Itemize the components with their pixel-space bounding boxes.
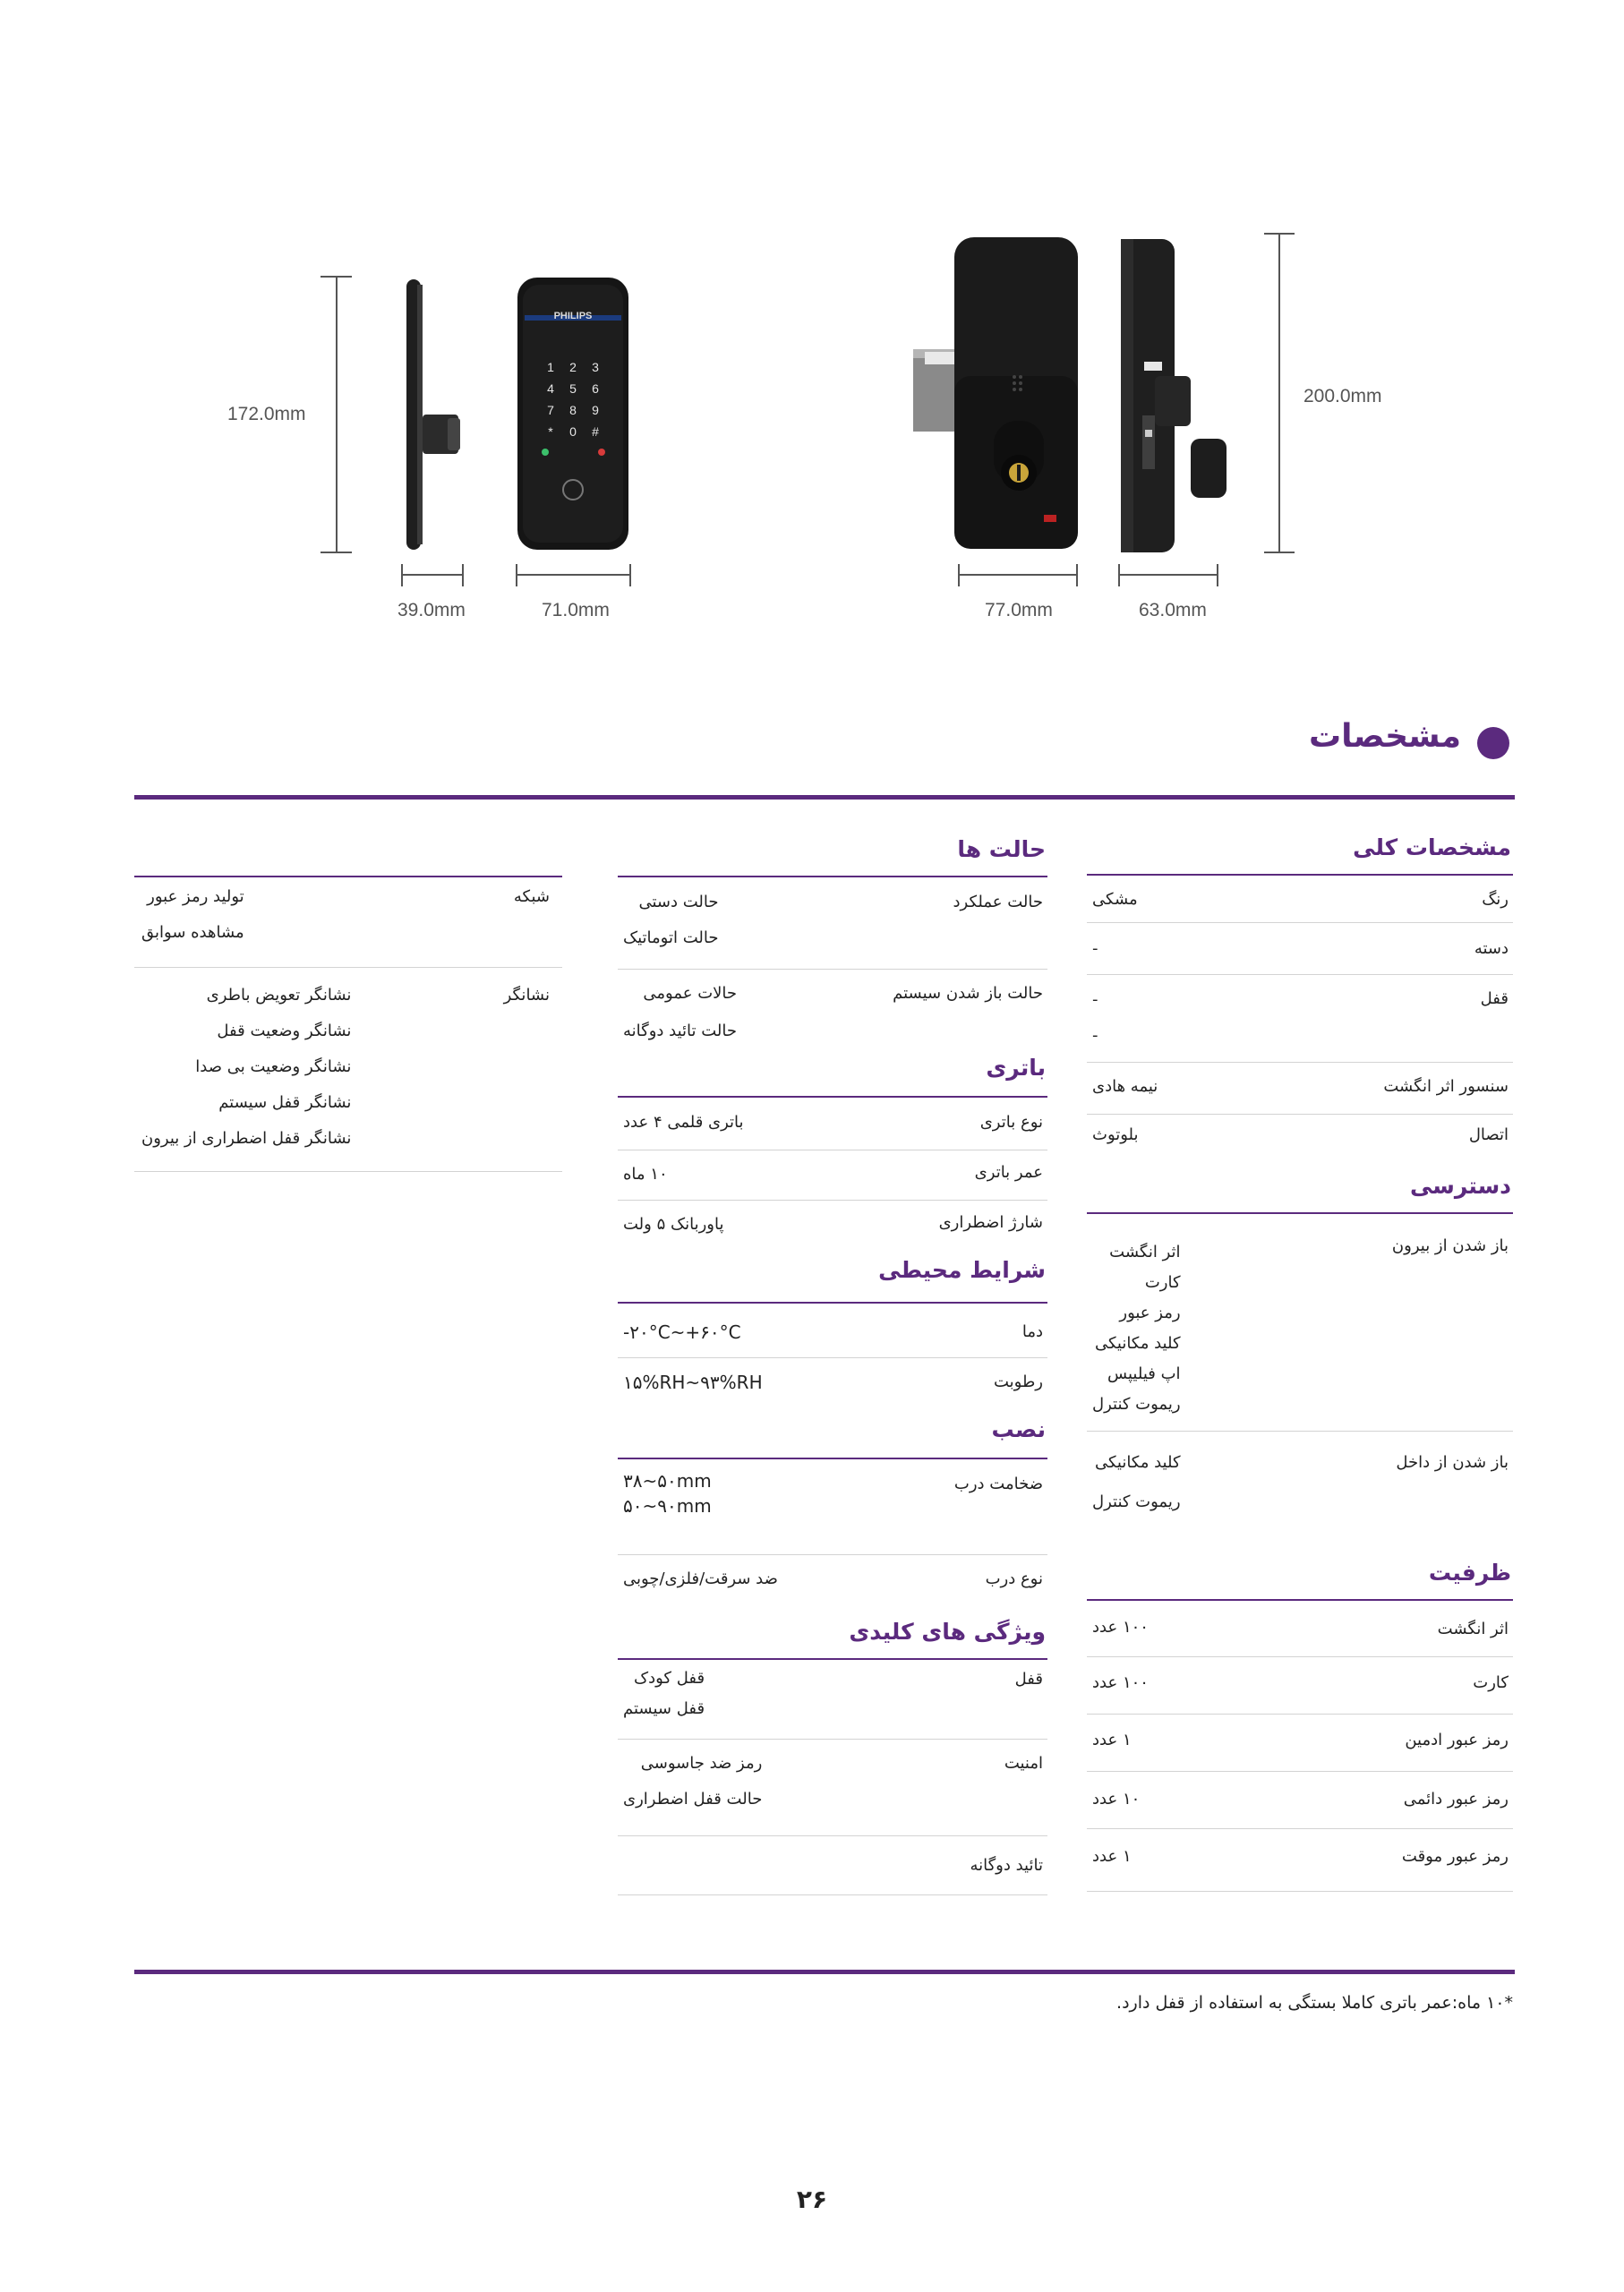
spec-label: ضخامت درب bbox=[953, 1475, 1043, 1493]
spec-row bbox=[618, 1835, 1047, 1895]
battery-rule bbox=[618, 1096, 1047, 1098]
dimension-height-left: 172.0mm bbox=[227, 404, 306, 424]
keypad-key: 1 bbox=[547, 360, 554, 374]
keypad-key: 8 bbox=[569, 403, 577, 417]
spec-label: نوع درب bbox=[985, 1569, 1043, 1588]
spec-label: عمر باتری bbox=[974, 1163, 1043, 1182]
spec-value: - bbox=[1092, 939, 1098, 958]
spec-value: ۱ عدد bbox=[1092, 1847, 1132, 1866]
keypad-key: 9 bbox=[592, 403, 599, 417]
spec-value: قفل کودک bbox=[633, 1669, 705, 1688]
dimension-depth-left: 39.0mm bbox=[397, 600, 466, 620]
capacity-title: ظرفیت bbox=[1428, 1560, 1511, 1586]
general-rule bbox=[1087, 874, 1513, 876]
spec-value: ریموت کنترل bbox=[1092, 1395, 1181, 1414]
spec-value: ۱۰۰ عدد bbox=[1092, 1618, 1149, 1637]
spec-value: ۵۰~۹۰mm bbox=[623, 1495, 712, 1517]
dimension-width-front: 71.0mm bbox=[542, 600, 610, 620]
spec-value: تولید رمز عبور bbox=[147, 887, 244, 906]
dimension-depth-right: 63.0mm bbox=[1139, 600, 1207, 620]
modes-title: حالت ها bbox=[957, 836, 1046, 862]
spec-row bbox=[1087, 1216, 1513, 1432]
spec-value: نشانگر قفل اضطراری از بیرون bbox=[141, 1129, 352, 1148]
lock-back-view bbox=[913, 237, 1078, 549]
product-drawings bbox=[0, 0, 1624, 645]
spec-label: دسته bbox=[1474, 939, 1509, 958]
spec-label: باز شدن از بیرون bbox=[1391, 1236, 1509, 1255]
network-rule bbox=[134, 876, 562, 877]
spec-label: باز شدن از داخل bbox=[1396, 1453, 1509, 1472]
spec-label: تائید دوگانه bbox=[970, 1856, 1043, 1875]
spec-value: کارت bbox=[1144, 1273, 1181, 1292]
spec-label: رمز عبور دائمی bbox=[1403, 1790, 1509, 1809]
access-title: دسترسی bbox=[1409, 1173, 1511, 1199]
keypad-key: 4 bbox=[547, 381, 554, 396]
device-brand-logo: PHILIPS bbox=[553, 311, 593, 321]
spec-value: ۱۰۰ عدد bbox=[1092, 1673, 1149, 1692]
spec-row bbox=[1087, 1771, 1513, 1829]
keypad-panel bbox=[517, 278, 628, 550]
lock-side-view-front bbox=[406, 279, 460, 550]
spec-row bbox=[1087, 1114, 1513, 1159]
dimension-width-back: 77.0mm bbox=[985, 600, 1053, 620]
spec-label: قفل bbox=[1480, 989, 1509, 1008]
spec-label: رمز عبور موقت bbox=[1401, 1847, 1509, 1866]
spec-label: حالت عملکرد bbox=[953, 893, 1043, 911]
spec-row bbox=[134, 967, 562, 1172]
spec-value: حالات عمومی bbox=[643, 984, 738, 1003]
features-title: ویژگی های کلیدی bbox=[849, 1619, 1046, 1645]
keypad-key: 6 bbox=[592, 381, 599, 396]
keypad-key: 5 bbox=[569, 381, 577, 396]
features-rule bbox=[618, 1658, 1047, 1660]
spec-value: کلید مکانیکی bbox=[1094, 1334, 1181, 1353]
spec-row bbox=[1087, 877, 1513, 923]
spec-value: -۲۰°C~+۶۰°C bbox=[623, 1321, 741, 1343]
page-title-bullet bbox=[1477, 727, 1509, 759]
install-title: نصب bbox=[991, 1416, 1046, 1442]
keypad-key: 3 bbox=[592, 360, 599, 374]
spec-value: ۱۰ عدد bbox=[1092, 1790, 1141, 1809]
general-title: مشخصات کلی bbox=[1353, 834, 1511, 860]
spec-value: نشانگر تعویض باطری bbox=[206, 986, 352, 1005]
spec-value: مشکی bbox=[1092, 890, 1138, 909]
spec-value: نیمه هادی bbox=[1092, 1077, 1158, 1096]
spec-row bbox=[618, 1099, 1047, 1150]
dimension-height-right: 200.0mm bbox=[1303, 386, 1382, 406]
spec-label: شارژ اضطراری bbox=[938, 1213, 1043, 1232]
spec-label: اتصال bbox=[1468, 1125, 1509, 1144]
spec-row bbox=[618, 1554, 1047, 1608]
page-number: ۲۶ bbox=[796, 2185, 828, 2214]
spec-row bbox=[618, 1150, 1047, 1201]
spec-label: نوع باتری bbox=[979, 1113, 1043, 1132]
page-title: مشخصات bbox=[1308, 718, 1461, 755]
environment-rule bbox=[618, 1302, 1047, 1304]
capacity-rule bbox=[1087, 1599, 1513, 1601]
spec-label: قفل bbox=[1014, 1670, 1043, 1689]
spec-label: رطوبت bbox=[993, 1373, 1043, 1391]
section-top-divider bbox=[134, 795, 1515, 800]
spec-value: رمز ضد جاسوسی bbox=[640, 1754, 763, 1773]
spec-value: باتری قلمی ۴ عدد bbox=[623, 1113, 744, 1132]
spec-value: ضد سرقت/فلزی/چوبی bbox=[623, 1569, 778, 1588]
spec-label: اثر انگشت bbox=[1437, 1620, 1509, 1638]
spec-row bbox=[1087, 1603, 1513, 1657]
battery-title: باتری bbox=[986, 1055, 1046, 1081]
install-rule bbox=[618, 1458, 1047, 1459]
spec-row bbox=[618, 1357, 1047, 1409]
spec-row bbox=[1087, 1714, 1513, 1772]
spec-row bbox=[618, 969, 1047, 1055]
spec-value: - bbox=[1092, 990, 1098, 1009]
spec-value: ۱ عدد bbox=[1092, 1731, 1132, 1749]
spec-value: حالت اتوماتیک bbox=[623, 928, 719, 947]
spec-value: رمز عبور bbox=[1119, 1304, 1181, 1322]
keypad-key: * bbox=[548, 424, 553, 439]
spec-value: ریموت کنترل bbox=[1092, 1492, 1181, 1511]
footnote: *۱۰ ماه:عمر باتری کاملا بستگی به استفاده از قفل دارد. bbox=[1116, 1993, 1513, 2013]
access-rule bbox=[1087, 1212, 1513, 1214]
spec-label: حالت باز شدن سیستم bbox=[893, 984, 1043, 1003]
spec-value: - bbox=[1092, 1026, 1098, 1045]
keypad-key: 7 bbox=[547, 403, 554, 417]
keypad-key: # bbox=[592, 424, 599, 439]
keypad-key: 0 bbox=[569, 424, 577, 439]
spec-row bbox=[618, 1739, 1047, 1836]
spec-value: قفل سیستم bbox=[623, 1699, 705, 1718]
spec-label: امنیت bbox=[1004, 1754, 1043, 1773]
spec-row bbox=[1087, 1656, 1513, 1715]
spec-row bbox=[618, 1662, 1047, 1740]
spec-value: ۱۰ ماه bbox=[623, 1165, 668, 1184]
spec-row bbox=[618, 1305, 1047, 1358]
spec-label: دما bbox=[1021, 1322, 1043, 1341]
spec-value: بلوتوث bbox=[1092, 1125, 1139, 1144]
environment-title: شرایط محیطی bbox=[878, 1257, 1046, 1283]
lock-side-view-back bbox=[1121, 239, 1227, 552]
spec-label: سنسور اثر انگشت bbox=[1383, 1077, 1509, 1096]
spec-value: کلید مکانیکی bbox=[1094, 1453, 1181, 1472]
spec-row bbox=[1087, 922, 1513, 975]
spec-row bbox=[618, 1461, 1047, 1555]
spec-row bbox=[1087, 974, 1513, 1063]
spec-label: شبکه bbox=[513, 887, 550, 906]
spec-value: ۳۸~۵۰mm bbox=[623, 1470, 712, 1492]
modes-rule bbox=[618, 876, 1047, 877]
spec-label: نشانگر bbox=[503, 986, 550, 1005]
spec-value: اثر انگشت bbox=[1109, 1243, 1181, 1261]
lock-drawing bbox=[0, 0, 1624, 645]
spec-label: رمز عبور ادمین bbox=[1405, 1731, 1509, 1749]
spec-value: حالت دستی bbox=[638, 893, 719, 911]
spec-value: نشانگر وضعیت بی صدا bbox=[195, 1057, 352, 1076]
spec-label: رنگ bbox=[1482, 890, 1509, 909]
spec-row bbox=[618, 879, 1047, 970]
spec-row bbox=[1087, 1062, 1513, 1115]
spec-value: حالت قفل اضطراری bbox=[623, 1790, 763, 1809]
keypad-key: 2 bbox=[569, 360, 577, 374]
spec-row bbox=[134, 879, 562, 968]
spec-value: نشانگر قفل سیستم bbox=[218, 1093, 352, 1112]
spec-value: پاوربانک ۵ ولت bbox=[623, 1215, 724, 1234]
spec-label: کارت bbox=[1473, 1673, 1509, 1692]
spec-value: اپ فیلیپس bbox=[1107, 1364, 1181, 1383]
spec-row bbox=[1087, 1431, 1513, 1529]
spec-value: مشاهده سوابق bbox=[141, 923, 244, 942]
spec-row bbox=[1087, 1828, 1513, 1892]
spec-value: ۱۵%RH~۹۳%RH bbox=[623, 1372, 763, 1393]
spec-row bbox=[618, 1200, 1047, 1248]
spec-value: حالت تائید دوگانه bbox=[623, 1022, 738, 1040]
section-bottom-divider bbox=[134, 1970, 1515, 1974]
spec-value: نشانگر وضعیت قفل bbox=[217, 1022, 352, 1040]
